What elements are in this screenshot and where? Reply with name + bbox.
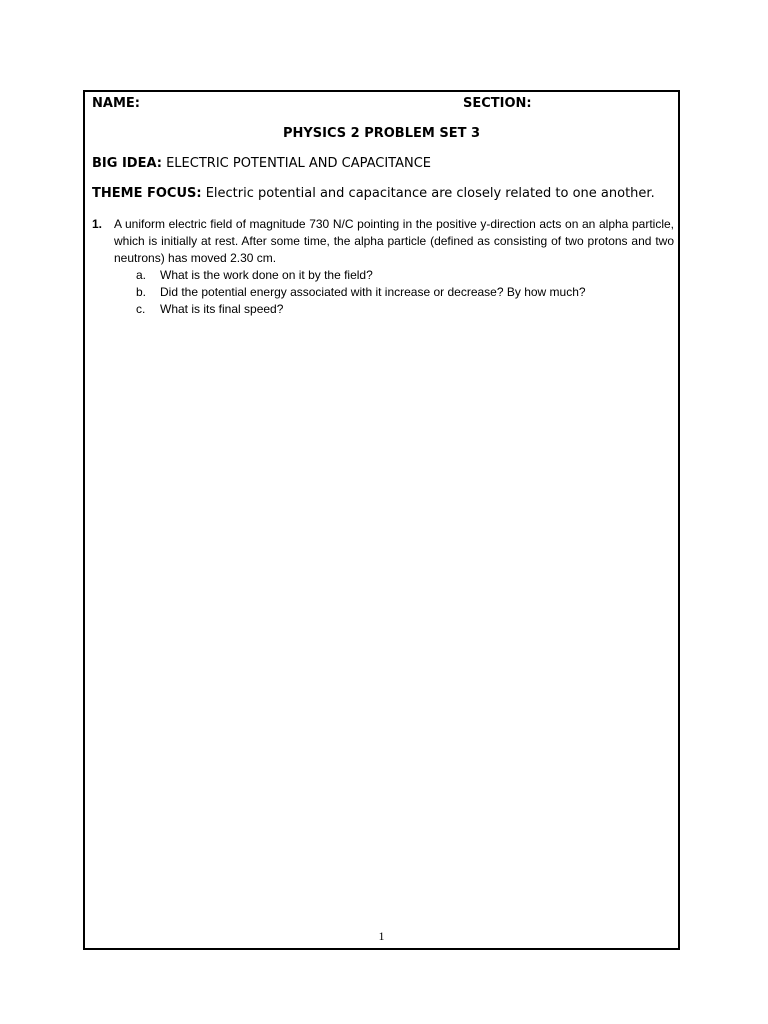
problem-subparts [136,267,674,318]
problem-set-title: PHYSICS 2 PROBLEM SET 3 [282,126,481,141]
section-label: SECTION: [463,96,532,111]
theme-focus-text: Electric potential and capacitance are closely related to one another. [205,186,655,201]
subpart-letter: c. [136,302,146,316]
subpart-letter: a. [136,268,147,282]
theme-focus-label: THEME FOCUS: [92,186,202,201]
problem-item [92,216,674,318]
problem-text: A uniform electric field of magnitude 730 N/C pointing in the positive y-direction acts on an alpha particle, which is initially at rest. After some time, the alpha particle (defined as consisting of two protons and two neutrons) has moved 2.30 cm. [114,217,674,265]
name-label: NAME: [92,96,140,111]
subpart-item [136,267,674,284]
subpart-letter: b. [136,285,147,299]
subpart-item [136,284,674,301]
big-idea [92,156,431,171]
page-number: 1 [378,929,385,943]
subpart-item [136,301,674,318]
subpart-text: What is its final speed? [160,302,284,316]
theme-focus [92,186,655,201]
big-idea-text: ELECTRIC POTENTIAL AND CAPACITANCE [166,156,432,171]
problem-number: 1. [92,217,103,231]
header-row [92,96,671,114]
subpart-text: Did the potential energy associated with it increase or decrease? By how much? [160,285,586,299]
big-idea-label: BIG IDEA: [92,156,162,171]
page-frame [83,90,680,950]
subpart-text: What is the work done on it by the field? [160,268,373,282]
